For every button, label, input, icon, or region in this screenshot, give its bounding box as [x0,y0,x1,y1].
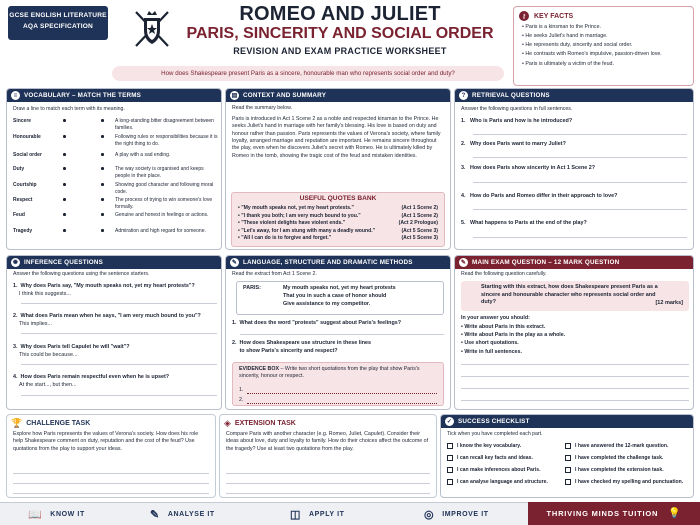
checkbox[interactable] [565,455,571,461]
lightbulb-icon: 💡 [668,508,682,519]
exam-question-box: Starting with this extract, how does Shakespeare present Paris as a sincere and honourable character who represents social order and duty? [12 marks] [461,281,689,311]
inference-header [7,256,221,269]
evidence-line[interactable]: 1. [239,387,437,394]
context-instruction: Read the summary below. [232,105,292,111]
key-fact: • Paris is a kinsman to the Prince. [522,24,601,30]
language-instruction: Read the extract from Act 1 Scene 2. [232,271,317,277]
quotes-title: USEFUL QUOTES BANK [299,195,377,202]
checklist-item[interactable]: I have completed the challenge task. [565,452,693,464]
scroll-icon: ▤ [231,93,238,99]
answer-line[interactable] [13,493,209,494]
page-title: ROMEO AND JULIET [239,3,441,25]
answer-line[interactable] [473,182,687,183]
checklist-item[interactable]: I can analyse language and structure. [447,476,567,488]
retrieval-question: 3. How does Paris show sincerity in Act 1 Scene 2? [461,165,596,171]
checklist-header [441,415,693,428]
key-facts-list [514,23,693,69]
answer-line[interactable] [240,334,444,335]
answer-line[interactable] [461,364,689,365]
answer-line[interactable] [21,333,217,334]
exam-point: • Write in full sentences. [461,348,522,355]
context-panel [225,88,451,250]
vocab-title: VOCABULARY – MATCH THE TERMS [24,92,142,99]
checklist-panel [440,414,694,498]
key-icon: ⚷ [519,11,529,21]
retrieval-question: 5. What happens to Paris at the end of the play? [461,220,587,226]
retrieval-panel [454,88,694,250]
target-icon: ◎ [424,508,435,521]
exam-header [455,256,693,269]
retrieval-title: RETRIEVAL QUESTIONS [472,92,550,99]
page-subtitle: PARIS, SINCERITY AND SOCIAL ORDER [186,25,494,42]
checklist-item[interactable]: I can recall key facts and ideas. [447,452,567,464]
key-facts-panel [513,6,694,86]
crest-icon [130,6,174,50]
checkbox[interactable] [447,479,453,485]
checklist-item[interactable]: I have checked my spelling and punctuation. [565,476,693,488]
extract-speaker: PARIS: [243,285,261,291]
challenge-panel [6,414,216,498]
extract-line: My mouth speaks not, yet my heart protests [283,285,396,291]
extract-line: Give assistance to my competitor. [283,300,371,307]
inference-instruction: Answer the following questions using the sentence starters. [13,271,150,277]
vocab-header [7,89,221,102]
language-panel [225,255,451,410]
exam-title: MAIN EXAM QUESTION – 12 MARK QUESTION [472,259,620,266]
exam-points [461,323,565,356]
footer-analyse: ✎ ANALYSE IT [150,508,215,521]
inference-question: 3. Why does Paris tell Capulet he will "wait"? This could be because... [13,344,130,358]
quote-row: • "Let's away, for I am stung with many a deadly wound." (Act 5 Scene 3) [238,227,438,234]
quote-row: • "All I can do is to forgive and forget." (Act 5 Scene 3) [238,235,438,242]
extract-line: That you in such a case of honor should [283,292,387,299]
evidence-box [232,362,444,406]
exam-should-label: In your answer you should: [461,315,530,321]
exam-point: • Use short quotations. [461,340,519,347]
trophy-icon: 🏆 [11,418,23,428]
edit-icon: ✎ [460,260,467,266]
key-fact: • He contrasts with Romeo's impulsive, passion-driven love. [522,51,662,58]
inference-question: 1. Why does Paris say, "My mouth speaks not, yet my heart protests"? I think this suggests... [13,283,195,297]
answer-line[interactable] [473,134,687,135]
retrieval-question: 2. Why does Paris want to marry Juliet? [461,141,566,147]
checkbox[interactable] [565,479,571,485]
brand-strip [528,502,700,525]
answer-line[interactable] [461,376,689,377]
footer-improve: ◎ IMPROVE IT [424,508,489,521]
vocab-instruction: Draw a line to match each term with its meaning. [13,106,125,112]
context-title: CONTEXT AND SUMMARY [243,92,327,99]
context-header [226,89,450,102]
exam-marks: [12 marks] [655,300,683,307]
challenge-text: Explore how Paris represents the values of Verona's society. How does his role help Shakespeare comment on duty, reputation and the cost of the feud? Use quotations from the play to support your ideas. [13,431,199,452]
extension-text: Compare Paris with another character (e.g. Romeo, Juliet, Capulet). Consider their ideas about love, duty and loyalty to family. How do their choices affect the outcome of the tragedy? Use at least two quotations from the play. [226,431,429,452]
quote-row: • "These violent delights have violent ends." (Act 2 Prologue) [238,220,438,227]
evidence-instruction: EVIDENCE BOX – Write two short quotations from the play that show Paris's sincerity, honour or respect. [239,366,420,380]
key-fact: • He seeks Juliet's hand in marriage. [522,33,608,40]
diamond-icon: ◈ [224,418,231,428]
checkbox[interactable] [447,455,453,461]
extract-box [236,281,444,315]
answer-line[interactable] [21,303,217,304]
exam-point: • Write about Paris in this extract. [461,324,546,330]
worksheet-label: REVISION AND EXAM PRACTICE WORKSHEET [233,46,447,56]
checklist-item[interactable]: I know the key vocabulary. [447,440,567,452]
checklist-instruction: Tick when you have completed each part. [447,431,543,437]
key-facts-title: KEY FACTS [534,12,574,20]
main-question-banner: How does Shakespeare present Paris as a sincere, honourable man who represents social order and duty? [112,66,504,81]
extension-title: EXTENSION TASK [234,420,296,427]
layers-icon: ◫ [290,508,301,521]
book-open-icon: 📖 [28,508,43,521]
footer-know: 📖 KNOW IT [28,508,85,521]
exam-point: • Write about Paris in the play as a whole. [461,332,566,339]
checkbox[interactable] [565,443,571,449]
evidence-line[interactable]: 2. [239,397,437,404]
checkbox[interactable] [447,467,453,473]
footer-apply: ◫ APPLY IT [290,508,345,521]
checkbox[interactable] [565,467,571,473]
answer-line[interactable] [473,209,687,210]
badge-line1: GCSE ENGLISH LITERATURE [9,12,107,19]
key-fact: • He represents duty, sincerity and social order. [522,42,633,49]
answer-line[interactable] [461,400,689,401]
language-q1: 1. What does the word "protests" suggest about Paris's feelings? [232,320,402,326]
pencil-icon: ✎ [150,508,160,521]
inference-question: 2. What does Paris mean when he says, "I am very much bound to you"? This implies... [13,313,201,327]
inference-panel [6,255,222,410]
key-fact: • Paris is ultimately a victim of the feud. [522,60,614,67]
question-icon: ? [459,91,468,100]
checkbox[interactable] [447,443,453,449]
retrieval-question: 4. How do Paris and Romeo differ in their approach to love? [461,193,618,199]
brain-icon: ✺ [12,260,19,266]
check-icon: ✓ [446,419,453,425]
inference-title: INFERENCE QUESTIONS [24,259,104,266]
extension-panel [219,414,437,498]
language-q2: 2. How does Shakespeare use structure in these lines to show Paris's sincerity and respect? [232,340,372,354]
answer-line[interactable] [226,483,430,484]
answer-line[interactable] [473,157,687,158]
language-header [226,256,450,269]
badge-line2: AQA SPECIFICATION [22,23,94,30]
answer-line[interactable] [226,493,430,494]
challenge-title: CHALLENGE TASK [26,420,91,427]
vocab-panel: ≡ VOCABULARY – MATCH THE TERMS Draw a line to match each term with its meaning. Sincere A long-standing bitter disagreement between families. Honourable Following rules or responsibilities because it is the right thing to do. Social order A play with a sad ending. Duty The way society is organised and keeps people in their place. Courtship Showing good character and following moral code. Respect The process of trying to win someone's love formally. Feud Genuine and honest in feelings or actions. Tragedy Admiration and high regard for someone. [6,88,222,250]
inference-question: 4. How does Paris remain respectful even when he is upset? At the start..., but then... [13,374,170,388]
checklist-item[interactable]: I have answered the 12-mark question. [565,440,693,452]
language-title: LANGUAGE, STRUCTURE AND DRAMATIC METHODS [243,259,413,266]
exam-instruction: Read the following question carefully. [461,271,547,277]
answer-line[interactable] [13,473,209,474]
book-icon: ≡ [11,91,20,100]
course-badge [8,6,108,40]
retrieval-question: 1. Who is Paris and how is he introduced? [461,118,573,124]
answer-line[interactable] [473,237,687,238]
checklist-item[interactable]: I have completed the extension task. [565,464,693,476]
checklist-title: SUCCESS CHECKLIST [458,418,530,425]
context-summary: Paris is introduced in Act 1 Scene 2 as a noble and respected kinsman to the Prince. He seeks Juliet's hand in marriage with her family's blessing. His love is based on duty and honour rather than passion. Paris represents the values of Verona's society, where family loyalty, arranged marriage and reputation are important. He remains sincere throughout the play, even when he discovers Juliet's secret with Romeo. He is ultimately killed by Romeo in the tomb, showing the tragic cost of the feud and mistaken identities. [232,115,441,159]
quotes-bank [231,192,445,247]
brand-name: THRIVING MINDS TUITION [546,509,659,518]
answer-line[interactable] [13,483,209,484]
quote-row: • "My mouth speaks not, yet my heart protests." (Act 1 Scene 2) [238,205,438,211]
retrieval-header [455,89,693,102]
answer-line[interactable] [21,395,217,396]
quote-row: • "I thank you both; I am very much bound to you." (Act 1 Scene 2) [238,212,438,219]
answer-line[interactable] [461,388,689,389]
pen-icon: ✎ [231,260,238,266]
checklist-item[interactable]: I can make inferences about Paris. [447,464,567,476]
retrieval-instruction: Answer the following questions in full sentences. [461,106,573,112]
exam-panel [454,255,694,410]
answer-line[interactable] [21,364,217,365]
answer-line[interactable] [226,473,430,474]
